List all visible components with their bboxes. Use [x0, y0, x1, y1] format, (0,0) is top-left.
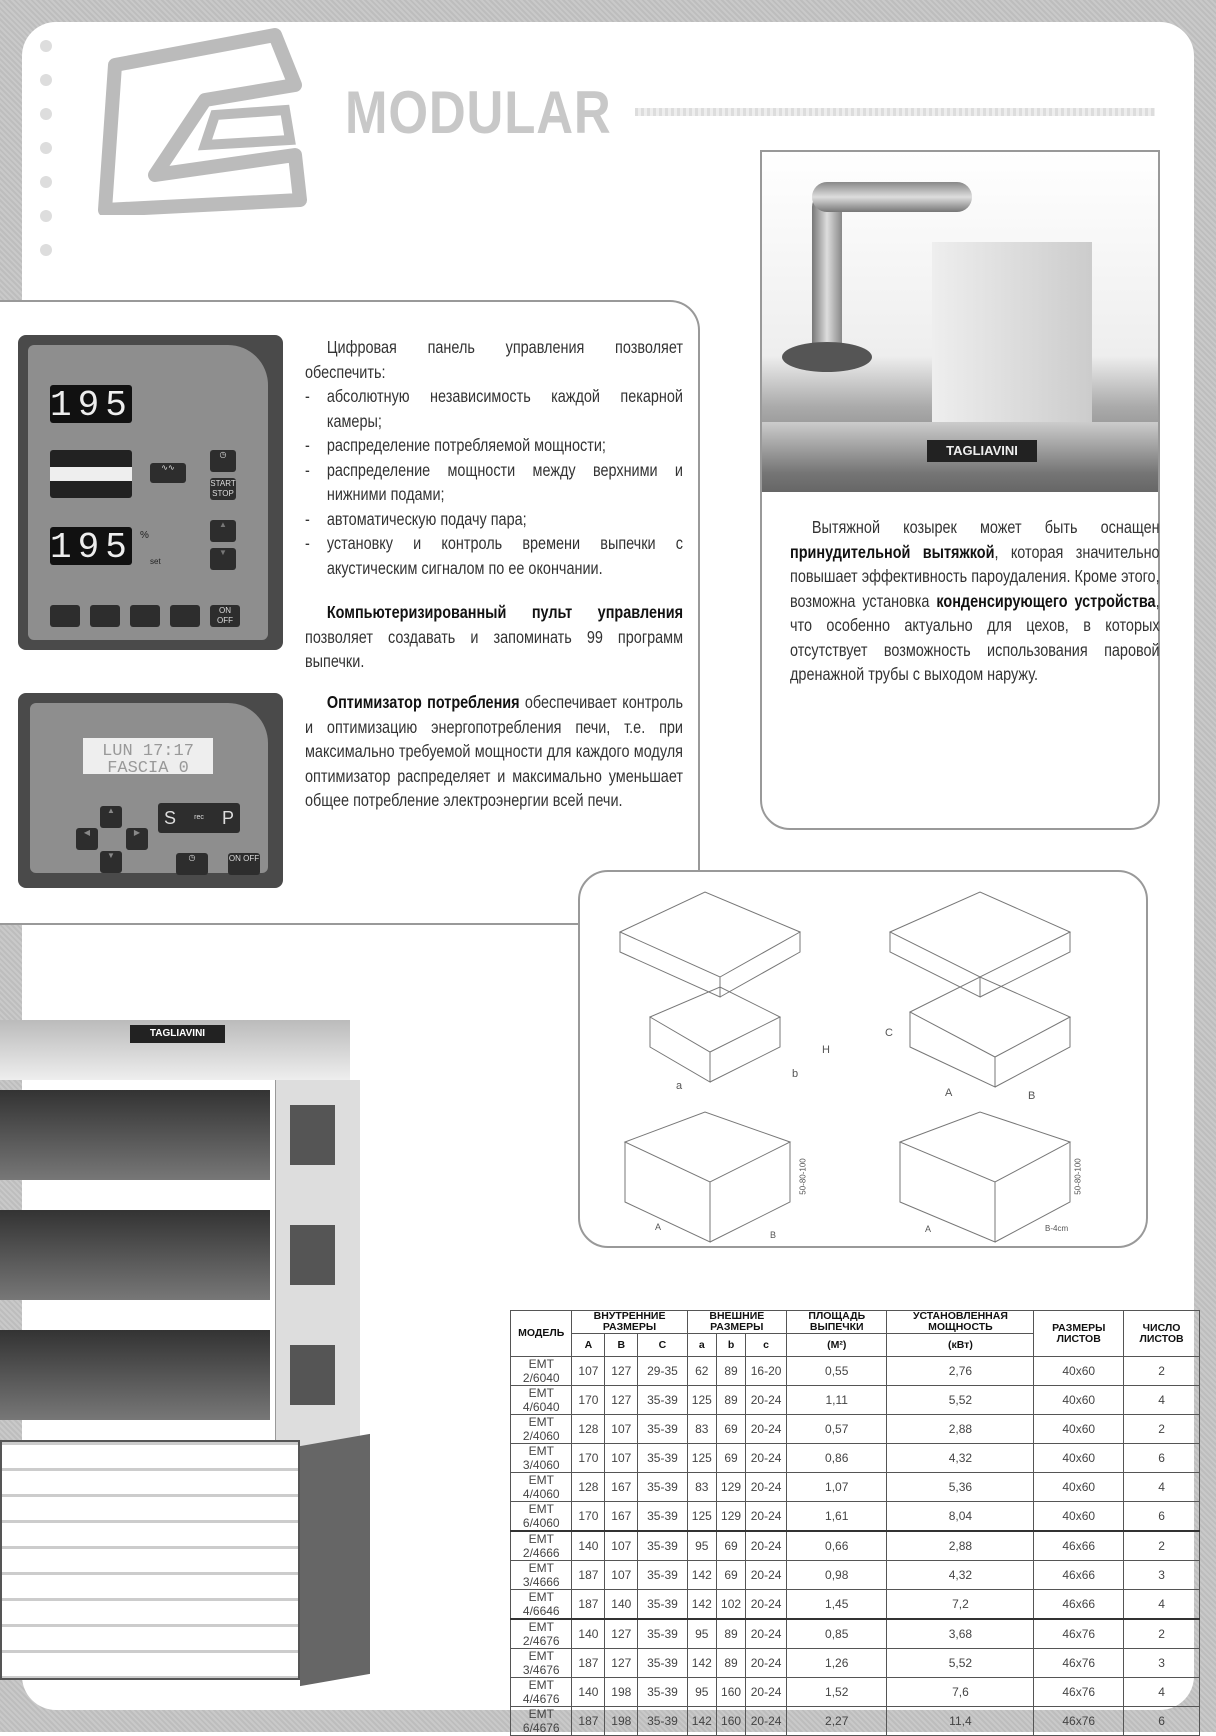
table-cell: 35-39 [638, 1502, 687, 1532]
table-cell: 3 [1124, 1649, 1200, 1678]
table-cell: 46x76 [1034, 1678, 1124, 1707]
table-cell: 107 [605, 1561, 638, 1590]
table-cell: 167 [605, 1502, 638, 1532]
table-cell: 40x60 [1034, 1444, 1124, 1473]
stand-label-A2: A [925, 1224, 932, 1234]
set-temperature-display: 195 [50, 527, 133, 568]
table-cell: 20-24 [746, 1444, 787, 1473]
table-cell: 29-35 [638, 1357, 687, 1386]
p-button[interactable]: P [221, 808, 234, 828]
table-row [511, 1531, 1200, 1561]
table-cell: 69 [716, 1561, 745, 1590]
table-cell: 187 [572, 1649, 605, 1678]
subheader: c [746, 1334, 787, 1357]
table-cell: 128 [572, 1473, 605, 1502]
table-cell: 46x76 [1034, 1619, 1124, 1649]
table-cell: 3,68 [887, 1619, 1034, 1649]
arrow-right-button[interactable]: ▶ [126, 828, 148, 850]
table-cell: EMT 6/4060 [511, 1502, 572, 1532]
brand-logo-icon [95, 25, 315, 215]
table-cell: 20-24 [746, 1531, 787, 1561]
table-cell: 8,04 [887, 1502, 1034, 1532]
table-cell: 107 [605, 1415, 638, 1444]
decorative-dots [40, 40, 54, 278]
table-cell: 198 [605, 1678, 638, 1707]
table-cell: 95 [687, 1531, 716, 1561]
temperature-display: 195 [50, 385, 133, 426]
header-power: УСТАНОВЛЕННАЯ МОЩНОСТЬ [887, 1311, 1034, 1334]
table-cell: 40x60 [1034, 1415, 1124, 1444]
table-cell: 35-39 [638, 1678, 687, 1707]
table-cell: 1,11 [786, 1386, 887, 1415]
header-sheet-size: РАЗМЕРЫ ЛИСТОВ [1034, 1311, 1124, 1357]
subheader: B [605, 1334, 638, 1357]
table-cell: 142 [687, 1590, 716, 1620]
optimizer-paragraph: Оптимизатор потребления обеспечивает контроль и оптимизацию энергопотребления печи, т.е. при максимально требуемой мощности для каждого модуля оптимизатор распределяет и максимально уменьшает общее потребление электроэнергии всей печи. [305, 692, 683, 810]
table-cell: 20-24 [746, 1649, 787, 1678]
table-cell: 89 [716, 1649, 745, 1678]
subheader: b [716, 1334, 745, 1357]
oven-photo [0, 1000, 520, 1700]
table-cell: 7,6 [887, 1678, 1034, 1707]
subheader: A [572, 1334, 605, 1357]
table-cell: 16-20 [746, 1357, 787, 1386]
table-row [511, 1502, 1200, 1532]
table-cell: 35-39 [638, 1386, 687, 1415]
table-cell: EMT 4/6646 [511, 1590, 572, 1620]
table-cell: 170 [572, 1502, 605, 1532]
table-cell: 20-24 [746, 1561, 787, 1590]
subheader: (M²) [786, 1334, 887, 1357]
arrow-down-button[interactable]: ▼ [100, 851, 122, 873]
table-row [511, 1386, 1200, 1415]
stand-label-B2: B-4cm [1045, 1224, 1069, 1233]
table-cell: 2 [1124, 1357, 1200, 1386]
table-cell: 102 [716, 1590, 745, 1620]
table-cell: 5,52 [887, 1386, 1034, 1415]
table-cell: 4 [1124, 1386, 1200, 1415]
table-cell: 40x60 [1034, 1473, 1124, 1502]
hood-description: Вытяжной козырек может быть оснащен принудительной вытяжкой, которая значительно повышает эффективность пароудаления. Кроме этого, возможна установка конденсирующего устройства, что особенно актуально для цехов, в которых отсутствует возможность использования паровой дренажной трубы с выходом наружу. [790, 517, 1160, 684]
light-button[interactable] [50, 605, 80, 627]
program-buttons[interactable] [158, 803, 240, 833]
stand-label-B: B [770, 1230, 777, 1240]
table-cell: EMT 2/4676 [511, 1619, 572, 1649]
table-row [511, 1678, 1200, 1707]
table-cell: 140 [572, 1531, 605, 1561]
vent-button[interactable] [170, 605, 200, 627]
table-cell: 35-39 [638, 1531, 687, 1561]
header-rule [635, 108, 1155, 116]
fan-button[interactable] [130, 605, 160, 627]
header-area: ПЛОЩАДЬ ВЫПЕЧКИ [786, 1311, 887, 1334]
on-off-button[interactable]: ON OFF [210, 605, 240, 627]
table-cell: 0,66 [786, 1531, 887, 1561]
panel-description: Цифровая панель управления позволяет обеспечить: - абсолютную независимость каждой пекарной камеры; - распределение потребляемой мощности; - распределение мощности между верхними и нижними подами; - автоматическую подачу пара; - установку и контроль времени выпечки с акустическим сигналом по ее окончании. [305, 337, 683, 578]
table-cell: 5,36 [887, 1473, 1034, 1502]
table-cell: 125 [687, 1444, 716, 1473]
percent-label: % [140, 530, 149, 541]
table-cell: 142 [687, 1707, 716, 1736]
table-cell: 140 [572, 1619, 605, 1649]
table-cell: 46x66 [1034, 1561, 1124, 1590]
stand-label-A: A [655, 1222, 662, 1232]
dimension-diagrams [578, 870, 1148, 1248]
table-cell: 129 [716, 1473, 745, 1502]
table-cell: 35-39 [638, 1561, 687, 1590]
computerized-control-panel [18, 693, 283, 888]
table-cell: 20-24 [746, 1502, 787, 1532]
table-cell: 83 [687, 1415, 716, 1444]
table-cell: 20-24 [746, 1415, 787, 1444]
table-cell: 0,55 [786, 1357, 887, 1386]
table-cell: 69 [716, 1415, 745, 1444]
digital-control-panel [18, 335, 283, 650]
stand-height-label: 50-80-100 [798, 1158, 808, 1195]
table-cell: 4,32 [887, 1561, 1034, 1590]
damper-button[interactable] [90, 605, 120, 627]
table-cell: 95 [687, 1619, 716, 1649]
arrow-left-button[interactable]: ◀ [76, 828, 98, 850]
table-cell: 1,26 [786, 1649, 887, 1678]
table-cell: 198 [605, 1707, 638, 1736]
computer-panel-paragraph: Компьютеризированный пульт управления позволяет создавать и запоминать 99 программ выпечки. [305, 602, 683, 671]
table-row [511, 1561, 1200, 1590]
table-cell: EMT 4/4676 [511, 1678, 572, 1707]
table-cell: 89 [716, 1619, 745, 1649]
table-row [511, 1473, 1200, 1502]
table-cell: 127 [605, 1386, 638, 1415]
table-cell: 40x60 [1034, 1357, 1124, 1386]
table-cell: 83 [687, 1473, 716, 1502]
table-cell: 69 [716, 1531, 745, 1561]
dim-label-b: b [792, 1068, 799, 1080]
table-cell: 170 [572, 1386, 605, 1415]
table-cell: EMT 3/4676 [511, 1649, 572, 1678]
table-cell: 2,88 [887, 1415, 1034, 1444]
table-cell: EMT 4/4060 [511, 1473, 572, 1502]
table-cell: 1,07 [786, 1473, 887, 1502]
table-row [511, 1590, 1200, 1620]
table-cell: 5,52 [887, 1649, 1034, 1678]
table-cell: 69 [716, 1444, 745, 1473]
lcd-display: LUN 17:17 FASCIA 0 [83, 738, 213, 774]
table-cell: 20-24 [746, 1590, 787, 1620]
table-cell: EMT 2/4666 [511, 1531, 572, 1561]
table-cell: 160 [716, 1707, 745, 1736]
heating-selector[interactable] [50, 450, 132, 498]
table-cell: 187 [572, 1590, 605, 1620]
table-cell: 6 [1124, 1502, 1200, 1532]
table-cell: 2 [1124, 1531, 1200, 1561]
header-inner-dims: ВНУТРЕННИЕ РАЗМЕРЫ [572, 1311, 687, 1334]
table-cell: 4,32 [887, 1444, 1034, 1473]
table-cell: 4 [1124, 1678, 1200, 1707]
table-cell: 2,27 [786, 1707, 887, 1736]
header-model: МОДЕЛЬ [511, 1311, 572, 1357]
table-cell: 140 [572, 1678, 605, 1707]
clock-button[interactable]: ◷ [176, 853, 208, 875]
table-cell: 2,88 [887, 1531, 1034, 1561]
table-cell: 1,45 [786, 1590, 887, 1620]
rec-label: rec [194, 814, 204, 821]
table-cell: 0,85 [786, 1619, 887, 1649]
table-cell: 125 [687, 1386, 716, 1415]
table-cell: 89 [716, 1357, 745, 1386]
table-cell: 20-24 [746, 1386, 787, 1415]
table-cell: 46x76 [1034, 1707, 1124, 1736]
table-cell: 6 [1124, 1707, 1200, 1736]
table-cell: 20-24 [746, 1473, 787, 1502]
steam-button[interactable]: ∿∿ [150, 463, 186, 483]
oven-brand-plate: TAGLIAVINI [130, 1025, 225, 1043]
table-cell: 35-39 [638, 1473, 687, 1502]
table-cell: 3 [1124, 1561, 1200, 1590]
table-cell: 35-39 [638, 1649, 687, 1678]
table-row [511, 1707, 1200, 1736]
table-cell: 127 [605, 1357, 638, 1386]
table-cell: 62 [687, 1357, 716, 1386]
header-outer-dims: ВНЕШНИЕ РАЗМЕРЫ [687, 1311, 786, 1334]
subheader: a [687, 1334, 716, 1357]
table-cell: 2 [1124, 1619, 1200, 1649]
table-cell: 20-24 [746, 1619, 787, 1649]
table-row [511, 1357, 1200, 1386]
table-cell: 35-39 [638, 1619, 687, 1649]
table-cell: 107 [605, 1531, 638, 1561]
down-button[interactable]: ▼ [210, 548, 236, 570]
table-cell: 20-24 [746, 1707, 787, 1736]
page-title: MODULAR [345, 79, 612, 146]
on-off-button-2[interactable]: ON OFF [228, 853, 260, 875]
table-cell: 46x66 [1034, 1531, 1124, 1561]
table-cell: 40x60 [1034, 1386, 1124, 1415]
table-cell: 46x66 [1034, 1590, 1124, 1620]
table-row [511, 1415, 1200, 1444]
subheader: C [638, 1334, 687, 1357]
table-cell: 128 [572, 1415, 605, 1444]
table-cell: EMT 4/6040 [511, 1386, 572, 1415]
table-cell: 2 [1124, 1415, 1200, 1444]
table-cell: 107 [605, 1444, 638, 1473]
table-cell: 142 [687, 1649, 716, 1678]
start-stop-button[interactable]: START STOP [210, 479, 236, 498]
table-row [511, 1649, 1200, 1678]
table-cell: 140 [605, 1590, 638, 1620]
table-cell: EMT 6/4676 [511, 1707, 572, 1736]
table-cell: 129 [716, 1502, 745, 1532]
table-cell: 95 [687, 1678, 716, 1707]
s-button[interactable]: S [164, 808, 177, 828]
dim-label-A: A [945, 1087, 953, 1099]
dim-label-h: H [822, 1044, 830, 1056]
table-cell: EMT 3/4666 [511, 1561, 572, 1590]
arrow-up-button[interactable]: ▲ [100, 806, 122, 828]
table-cell: 11,4 [887, 1707, 1034, 1736]
table-cell: 187 [572, 1561, 605, 1590]
table-cell: 6 [1124, 1444, 1200, 1473]
table-cell: 1,61 [786, 1502, 887, 1532]
subheader: (кВт) [887, 1334, 1034, 1357]
dim-label-a: a [676, 1080, 683, 1092]
table-cell: 46x76 [1034, 1649, 1124, 1678]
table-cell: EMT 2/6040 [511, 1357, 572, 1386]
table-cell: 167 [605, 1473, 638, 1502]
dim-label-B: B [1028, 1090, 1036, 1102]
timer-button[interactable]: ◷ [210, 450, 236, 472]
table-cell: 20-24 [746, 1678, 787, 1707]
table-cell: 4 [1124, 1473, 1200, 1502]
table-cell: 127 [605, 1649, 638, 1678]
table-cell: EMT 3/4060 [511, 1444, 572, 1473]
table-cell: 0,86 [786, 1444, 887, 1473]
table-cell: EMT 2/4060 [511, 1415, 572, 1444]
table-cell: 2,76 [887, 1357, 1034, 1386]
table-cell: 35-39 [638, 1707, 687, 1736]
table-cell: 35-39 [638, 1444, 687, 1473]
hood-photo [762, 152, 1160, 492]
table-row [511, 1619, 1200, 1649]
table-cell: 0,57 [786, 1415, 887, 1444]
table-cell: 0,98 [786, 1561, 887, 1590]
table-cell: 35-39 [638, 1415, 687, 1444]
stand-height-label-2: 50-80-100 [1073, 1158, 1083, 1195]
hood-section [760, 150, 1160, 830]
table-cell: 170 [572, 1444, 605, 1473]
table-row [511, 1444, 1200, 1473]
table-cell: 1,52 [786, 1678, 887, 1707]
table-cell: 7,2 [887, 1590, 1034, 1620]
up-button[interactable]: ▲ [210, 520, 236, 542]
dim-label-C: C [885, 1027, 893, 1039]
table-cell: 125 [687, 1502, 716, 1532]
table-cell: 35-39 [638, 1590, 687, 1620]
specifications-table [510, 1310, 1200, 1736]
table-cell: 127 [605, 1619, 638, 1649]
table-cell: 89 [716, 1386, 745, 1415]
table-cell: 160 [716, 1678, 745, 1707]
table-cell: 40x60 [1034, 1502, 1124, 1532]
table-cell: 107 [572, 1357, 605, 1386]
table-cell: 142 [687, 1561, 716, 1590]
set-label: set [150, 557, 161, 566]
brand-plate: TAGLIAVINI [927, 440, 1037, 462]
table-cell: 4 [1124, 1590, 1200, 1620]
oven-module-diagram [580, 872, 1150, 1250]
header-sheet-count: ЧИСЛО ЛИСТОВ [1124, 1311, 1200, 1357]
table-cell: 187 [572, 1707, 605, 1736]
